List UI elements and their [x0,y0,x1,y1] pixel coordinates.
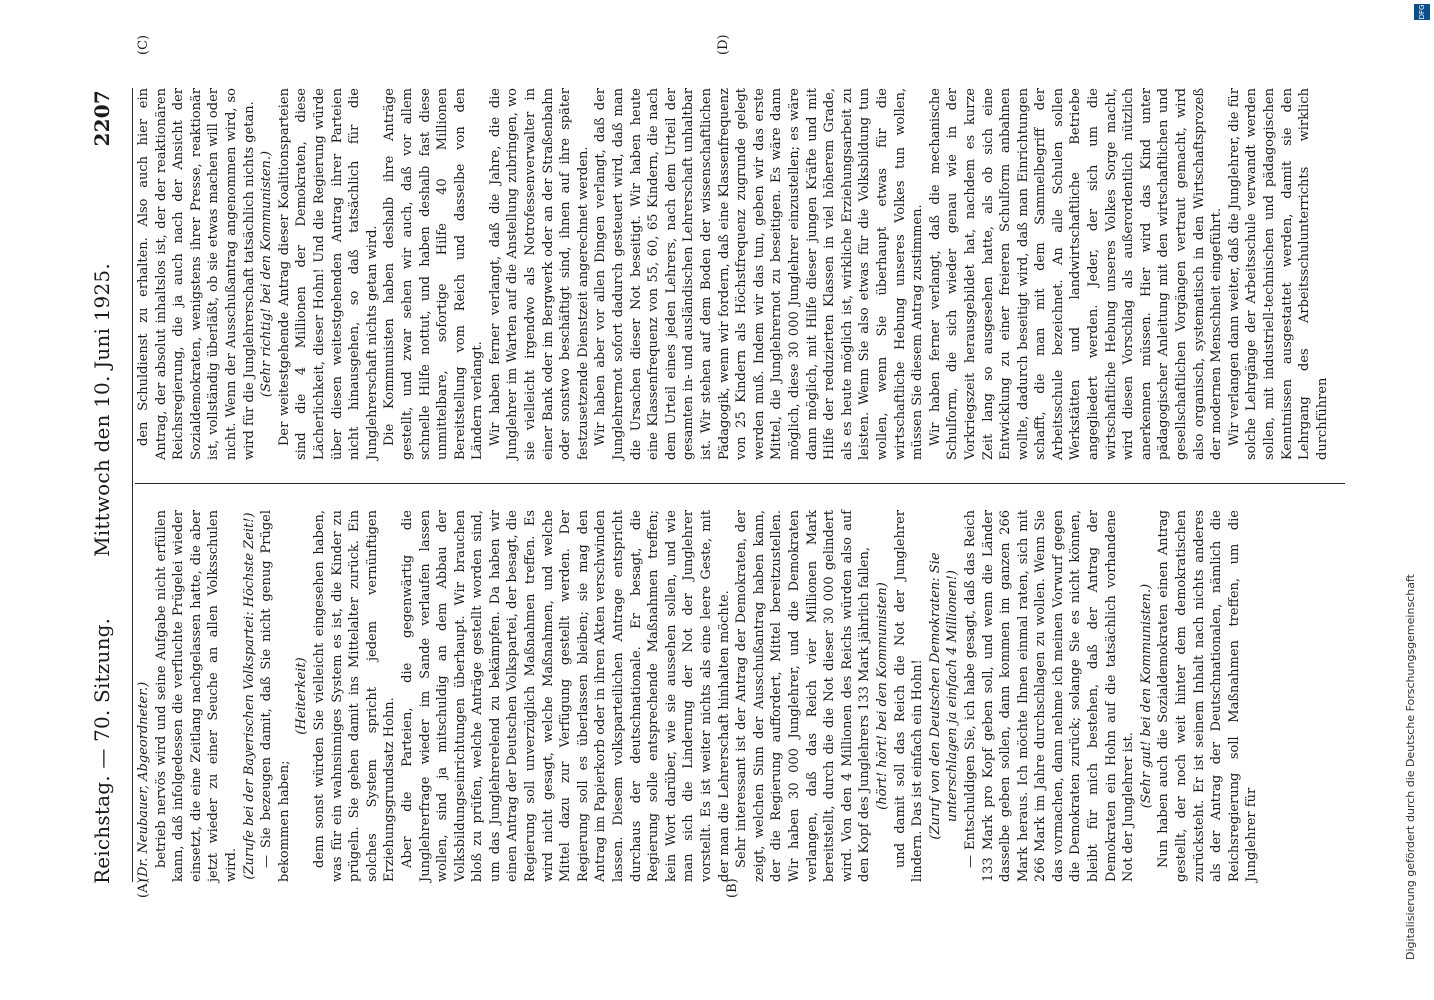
interjection: (Zurufe bei der Bayerischen Volkspartei: Höchste Zeit!) [241,512,257,880]
paragraph: Sehr interessant ist der Antrag der Demokraten, der zeigt, welchen Sinn der Ausschußantrag haben kann, der die Regierung auffordert, Mittel bereitzustellen. Wir haben 30 000 Junglehrer, und die Demokraten verlangen, daß das Reich vier Millionen Mark bereitstellt, durch die die Not dieser 30 000 gelindert wird. Von den 4 Millionen des Reichs würden also auf den Kopf des Junglehrers 133 Mark jährlich fallen, [734,510,873,882]
paragraph: Wir haben ferner verlangt, daß die Jahre, die die Junglehrer im Warten auf die Anstellung zubringen, wo sie vielleicht irgendwo als Notrofessenverwalter in einer Bank oder im Bergwerk oder an der Straßenbahn oder sonstwo beschäftigt sind, ihnen auf ihre später festzusetzende Dienstzeit angerechnet werden. [487,88,591,460]
margin-marker-b: (B) [725,878,740,898]
paragraph: Der weitestgehende Antrag dieser Koalitionsparteien sind die 4 Millionen der Demokraten, diese Lächerlichkeit, dieser Hohn! Und die Regierung würde über diesen weitestgehenden Antrag ihrer Parteien nicht hinausgehen, so daß tatsächlich für die Junglehrerschaft nichts getan wird. [276,88,380,460]
column-divider [135,483,1345,484]
paragraph: Nun haben auch die Sozialdemokraten einen Antrag gestellt, der noch weit hinter dem demokratischen zurücksteht. Er ist seinem Inhalt nach nichts anderes als der Antrag der Deutschnationalen, nämlich die Reichsregierung soll Maßnahmen treffen, um die Junglehrer für [1156,510,1260,882]
interjection: (Sehr gut! bei den Kommunisten.) [1138,583,1154,809]
interjection: (Heiterkeit) [294,657,310,735]
interjection: (Sehr richtig! bei den Kommunisten.) [259,150,275,398]
margin-marker-c: (C) [136,34,151,55]
paragraph: Die Kommunisten haben deshalb ihre Anträge gestellt, und zwar sehen wir auch, daß vor allem schnelle Hilfe nottut, und haben deshalb fast diese unmittelbare, sofortige Hilfe 40 Millionen Bereitstellung vom Reich und dasselbe von den Ländern verlangt. [382,88,486,460]
digitization-credit: Digitalisierung gefördert durch die Deutsche Forschungsgemeinschaft [1404,574,1417,960]
paragraph: — Entschuldigen Sie, ich habe gesagt, daß das Reich 133 Mark pro Kopf geben soll, und wenn die Länder dasselbe geben sollen, dann kommen im ganzen 266 Mark heraus. Ich möchte Ihnen einmal raten, sich mit 266 Mark im Jahre durchschlagen zu wollen. Wenn Sie das vormachen, dann nehme ich meinen Vorwurf gegen die Demokraten zurück; solange Sie es nicht können, bleibt für mich bestehen, daß der Antrag der Demokraten ein Hohn auf die tatsächlich vorhandene Not der Junglehrer ist. [962,510,1137,882]
paragraph: Wir haben ferner verlangt, daß die mechanische Schulform, die sich wieder genau wie in der Vorkriegszeit herausgebildet hat, nachdem es kurze Zeit lang so ausgesehen hatte, als ob sich eine Entwicklung zu einer freieren Schulform anbahnen wollte, dadurch beseitigt wird, daß man Einrichtungen schafft, die man mit dem Sammelbegriff der Arbeitsschule bezeichnet. An alle Schulen sollen Werkstätten und landwirtschaftliche Betriebe angegliedert werden. Jeder, der sich um die wirtschaftliche Hebung unseres Volkes Sorge macht, wird diesen Vorschlag als außerordentlich nützlich anerkennen müssen. Hier wird das Kind unter pädagogischer Anleitung mit den wirtschaftlichen und gesellschaftlichen Vorgängen vertraut gemacht, wird also organisch, systematisch in den Wirtschaftsprozeß der modernen Menschheit eingeführt. [927,88,1225,460]
paragraph: Wir verlangen dann weiter, daß die Junglehrer, die für solche Lehrgänge der Arbeitsschule verwandt werden sollen, mit industriell-technischen und pädagogischen Kenntnissen ausgestattet werden, damit sie den Lehrgang des Arbeitsschulunterrichts wirklich durchführen [1226,88,1330,460]
paragraph: und damit soll das Reich die Not der Junglehrer lindern. Das ist einfach ein Hohn! [892,510,926,882]
paragraph: Aber die Parteien, die gegenwärtig die Junglehrerfrage wieder im Sande verlaufen lassen wollen, sind ja mitschuldig an dem Abbau der Volksbildungseinrichtungen überhaupt. Wir brauchen bloß zu prüfen, welche Anträge gestellt worden sind, um das Junglehrerelend zu bekämpfen. Da haben wir einen Antrag der Deutschen Volkspartei, der besagt, die Regierung soll unverzüglich Maßnahmen treffen. Es wird nicht gesagt, welche Maßnahmen, und welche Mittel dazu zur Verfügung gestellt werden. Der Regierung soll es überlassen bleiben; sie mag den Antrag im Papierkorb oder in ihren Akten verschwinden lassen. Diesem volksparteilichen Antrage entspricht durchaus der deutschnationale. Er besagt, die Regierung solle entsprechende Maßnahmen treffen; kein Wort darüber, wie sie aussehen sollen, und wie man sich die Linderung der Not der Junglehrer vorstellt. Es ist weiter nichts als eine leere Geste, mit der man die Lehrerschaft hinhalten möchte. [399,510,732,882]
page-number: 2207 [90,90,114,147]
paragraph: den Schuldienst zu erhalten. Also auch hier ein Antrag, der absolut inhaltslos ist, der der reaktionären Reichsregierung, die ja auch nach der Ansicht der Sozialdemokraten, wenigstens ihrer Presse, reaktionär ist, vollständig überläßt, ob sie etwas machen will oder nicht. Wenn der Ausschußantrag angenommen wird, so wird für die Junglehrerschaft tatsächlich nichts getan. [136,88,257,460]
header-date: Mittwoch den 10. Juni 1925. [90,263,114,557]
margin-marker-d: (D) [716,34,731,55]
paragraph: betrieb nervös wird und seine Aufgabe nicht erfüllen kann, daß infolgedessen die verfluchte Prügelei wieder einsetzt, die eine Zeitlang nachgelassen hatte, die aber jetzt wieder zu einer Seuche an allen Volksschulen wird. [153,510,239,882]
paragraph: (Dr. Neubauer, Abgeordneter.) [136,681,151,882]
margin-marker-a: (A) [136,878,151,898]
header-left: Reichstag. — 70. Sitzung. [90,617,114,884]
header-rule [132,88,133,882]
text-column-left [135,510,1261,882]
interjection: (Zuruf von den Deutschen Demokraten: Sie unterschlagen ja einfach 4 Millionen!) [927,552,961,840]
text-column-right [135,88,1331,460]
paragraph: Wir haben aber vor allen Dingen verlangt, daß der Junglehrernot sofort dadurch gesteuert wird, daß man die Ursachen dieser Not beseitigt. Wir haben heute eine Klassenfrequenz von 55, 60, 65 Kindern, die nach dem Urteil eines jeden Lehrers, nach dem Urteil der gesamten in- und ausländischen Lehrerschaft unhaltbar ist. Wir stehen auf dem Boden der wissenschaftlichen Pädagogik, wenn wir fordern, daß eine Klassenfrequenz von 25 Kindern als Höchstfrequenz zugrunde gelegt werden muß. Indem wir das tun, geben wir das erste Mittel, die Junglehrernot zu beseitigen. Es wäre dann möglich, diese 30 000 Junglehrer einzustellen; es wäre dann möglich, mit Hilfe dieser jungen Kräfte und mit Hilfe der reduzierten Klassen in viel höherem Grade, als es heute möglich ist, wirkliche Erziehungsarbeit zu leisten. Wenn Sie also etwas für die Volksbildung tun wollen, wenn Sie überhaupt etwas für die wirtschaftliche Hebung unseres Volkes tun wollen, müssen Sie diesem Antrag zustimmen. [593,88,926,460]
paragraph: denn sonst würden Sie vielleicht eingesehen haben, was für ein wahnsinniges System es ist, die Kinder zu prügeln. Sie gehen damit ins Mittelalter zurück. Ein solches System spricht jedem vernünftigen Erziehungsgrundsatz Hohn. [311,510,398,882]
interjection: (hört! hört! bei den Kommunisten) [874,582,890,810]
paragraph: — Sie bezeugen damit, daß Sie nicht genug Prügel bekommen haben; [259,510,292,882]
dfg-logo: DFG [1414,4,1430,20]
